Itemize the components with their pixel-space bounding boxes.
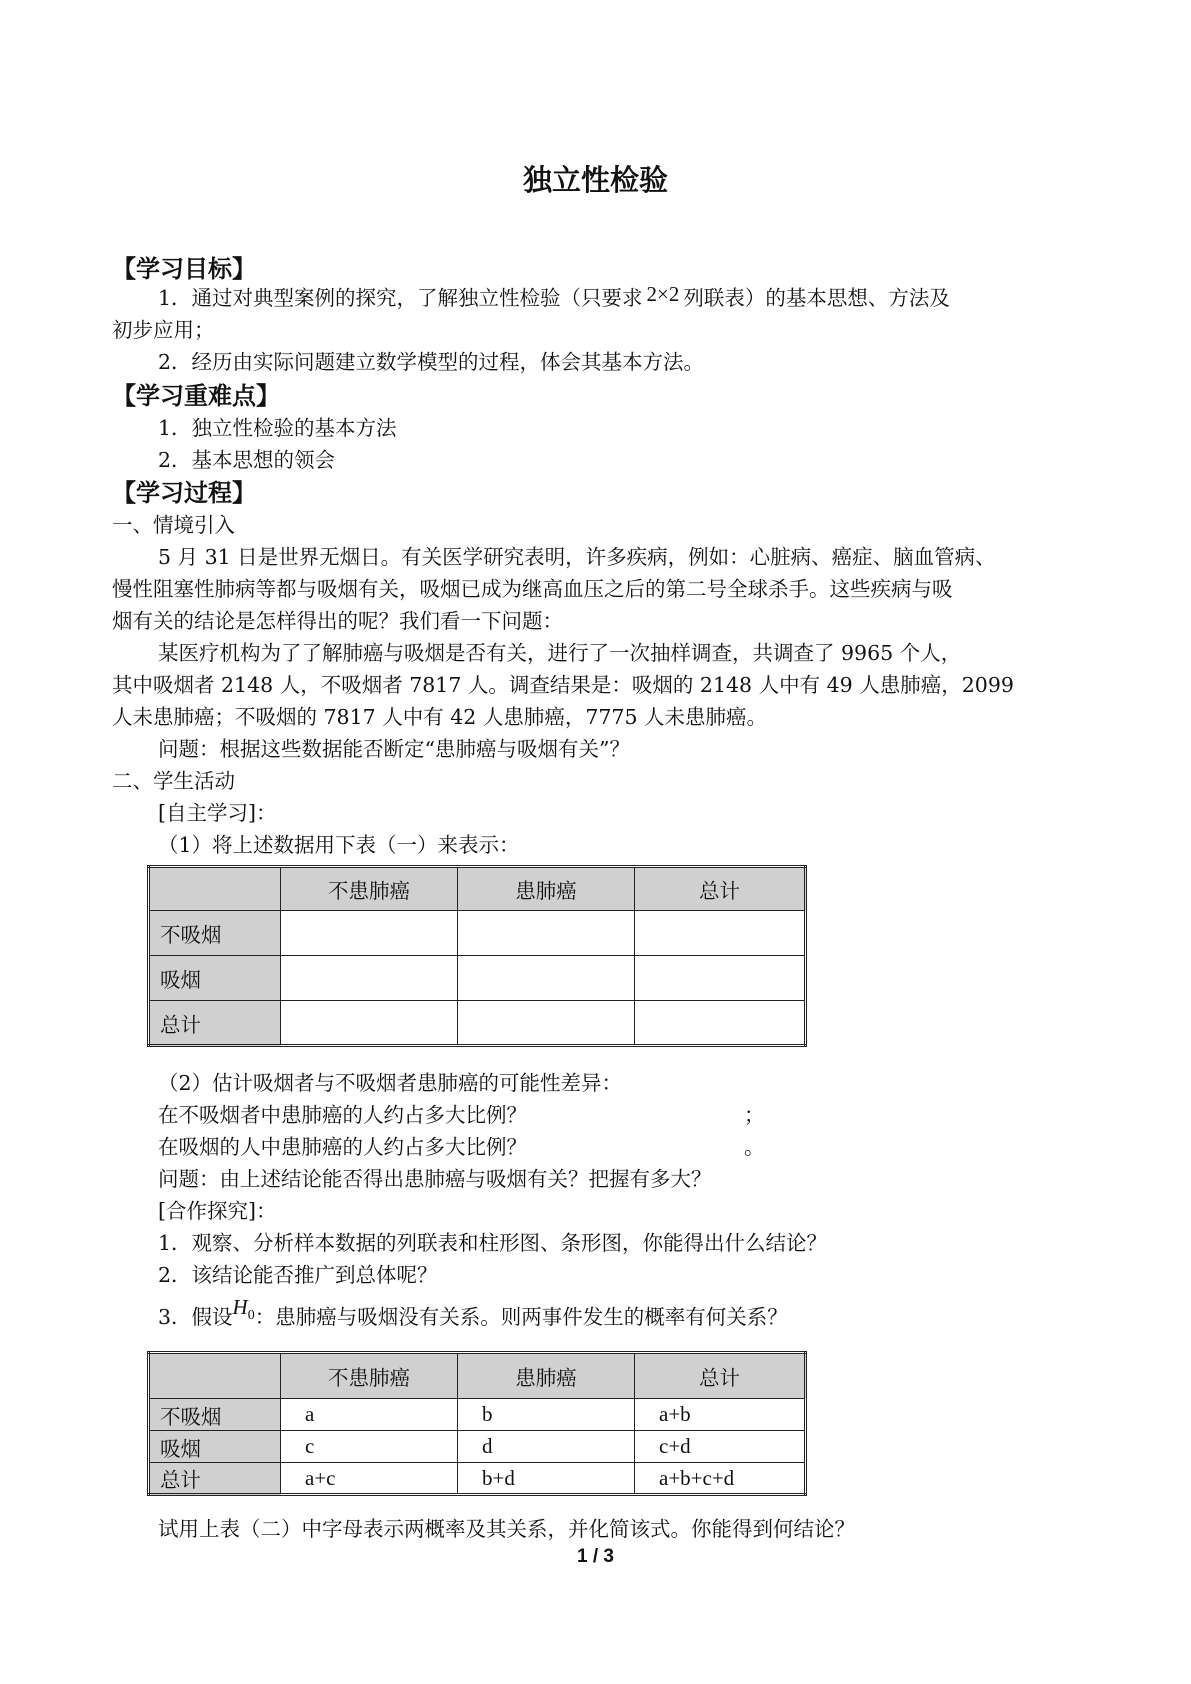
self-study-label: [自主学习]：	[158, 801, 277, 825]
table-2-cell: a+c	[281, 1463, 458, 1495]
table-1-cell[interactable]	[281, 956, 458, 1001]
survey-paragraph-line-3: 人未患肺癌；不吸烟的 7817 人中有 42 人患肺癌，7775 人未患肺癌。	[112, 705, 768, 729]
table-2-cell: b	[458, 1399, 635, 1431]
table-row	[149, 1463, 806, 1495]
part1-title: 一、情境引入	[112, 513, 235, 537]
table-row	[149, 1399, 806, 1431]
table-2-header-cell: 不患肺癌	[281, 1353, 458, 1399]
keypoint-1: 1．独立性检验的基本方法	[158, 416, 397, 440]
table-1-cell[interactable]	[281, 1001, 458, 1046]
objective-1-text-end: 列联表）的基本思想、方法及	[683, 286, 950, 310]
table-1-header-cell: 患肺癌	[458, 867, 635, 911]
question-smoker-punct: 。	[744, 1135, 765, 1159]
table-2-cell: a+b+c+d	[635, 1463, 806, 1495]
table-2-row-label: 不吸烟	[149, 1399, 281, 1431]
table-1-cell[interactable]	[458, 911, 635, 956]
table-1-cell[interactable]	[635, 956, 806, 1001]
table-1-row-label: 吸烟	[149, 956, 281, 1001]
question-1: 问题：根据这些数据能否断定“患肺癌与吸烟有关”？	[158, 737, 630, 761]
table-row	[149, 1431, 806, 1463]
table-1-header-cell: 不患肺癌	[281, 867, 458, 911]
process-heading: 【学习过程】	[112, 479, 256, 507]
coop-3-text: ：患肺癌与吸烟没有关系。则两事件发生的概率有何关系？	[254, 1305, 788, 1329]
step-2: （2）估计吸烟者与不吸烟者患肺癌的可能性差异：	[158, 1071, 623, 1095]
table-1-row-label: 不吸烟	[149, 911, 281, 956]
table-1-cell[interactable]	[458, 1001, 635, 1046]
table-1-header-row	[149, 867, 806, 911]
intro-paragraph-line-3: 烟有关的结论是怎样得出的呢？我们看一下问题：	[112, 609, 563, 633]
objective-1-line-2: 初步应用；	[112, 318, 215, 342]
coop-question-2: 2．该结论能否推广到总体呢？	[158, 1263, 438, 1287]
coop-question-3	[158, 1295, 1138, 1342]
question-2: 问题：由上述结论能否得出患肺癌与吸烟有关？把握有多大？	[158, 1167, 712, 1191]
keypoints-heading: 【学习重难点】	[112, 382, 280, 410]
table-row	[149, 956, 806, 1001]
table-2-header-cell: 总计	[635, 1353, 806, 1399]
table-1-row-label: 总计	[149, 1001, 281, 1046]
page-title: 独立性检验	[522, 163, 668, 197]
table-row	[149, 911, 806, 956]
table-2-header-cell: 患肺癌	[458, 1353, 635, 1399]
step-1: （1）将上述数据用下表（一）来表示：	[158, 833, 520, 857]
contingency-table-1	[147, 865, 807, 1047]
objective-1-text: 1．通过对典型案例的探究，了解独立性检验（只要求	[158, 286, 643, 310]
table-2-row-label: 吸烟	[149, 1431, 281, 1463]
table-2-cell: b+d	[458, 1463, 635, 1495]
math-h-subscript: 0	[247, 1308, 255, 1324]
table-1-header-cell: 总计	[635, 867, 806, 911]
coop-3-prefix: 3．假设	[158, 1305, 233, 1329]
contingency-table-2	[147, 1351, 807, 1496]
table-2-cell: c+d	[635, 1431, 806, 1463]
table-2-cell: a	[281, 1399, 458, 1431]
table-2-cell: c	[281, 1431, 458, 1463]
table-2-cell: d	[458, 1431, 635, 1463]
part2-title: 二、学生活动	[112, 769, 235, 793]
table-2-header-corner	[149, 1353, 281, 1399]
table-1-cell[interactable]	[635, 1001, 806, 1046]
math-h: H	[232, 1295, 248, 1319]
math-h0	[232, 1295, 255, 1324]
table-1-cell[interactable]	[458, 956, 635, 1001]
table-row	[149, 1001, 806, 1046]
table-2-row-label: 总计	[149, 1463, 281, 1495]
page-number: 1 / 3	[577, 1546, 614, 1567]
question-nonsmoker: 在不吸烟者中患肺癌的人约占多大比例？	[158, 1103, 527, 1127]
objective-2: 2．经历由实际问题建立数学模型的过程，体会其基本方法。	[158, 350, 705, 374]
math-2x2: 2×2	[646, 282, 680, 306]
question-smoker: 在吸烟的人中患肺癌的人约占多大比例？	[158, 1135, 527, 1159]
cooperative-label: [合作探究]：	[158, 1199, 277, 1223]
keypoint-2: 2．基本思想的领会	[158, 448, 336, 472]
table-1-cell[interactable]	[635, 911, 806, 956]
intro-paragraph-line-1: 5 月 31 日是世界无烟日。有关医学研究表明，许多疾病，例如：心脏病、癌症、脑血管病、	[158, 545, 996, 569]
question-nonsmoker-punct: ；	[744, 1103, 765, 1127]
table-1-cell[interactable]	[281, 911, 458, 956]
survey-paragraph-line-2: 其中吸烟者 2148 人，不吸烟者 7817 人。调查结果是：吸烟的 2148 人中有 49 人患肺癌，2099	[112, 673, 1014, 697]
coop-question-1: 1．观察、分析样本数据的列联表和柱形图、条形图，你能得出什么结论？	[158, 1231, 828, 1255]
table-1-header-corner	[149, 867, 281, 911]
objectives-heading: 【学习目标】	[112, 255, 256, 283]
objective-1-line-1	[158, 282, 1138, 314]
table-2-cell: a+b	[635, 1399, 806, 1431]
intro-paragraph-line-2: 慢性阻塞性肺病等都与吸烟有关，吸烟已成为继高血压之后的第二号全球杀手。这些疾病与吸	[112, 577, 953, 601]
final-question: 试用上表（二）中字母表示两概率及其关系，并化简该式。你能得到何结论？	[158, 1517, 855, 1541]
survey-paragraph-line-1: 某医疗机构为了了解肺癌与吸烟是否有关，进行了一次抽样调查，共调查了 9965 个人，	[158, 641, 962, 665]
table-2-header-row	[149, 1353, 806, 1399]
